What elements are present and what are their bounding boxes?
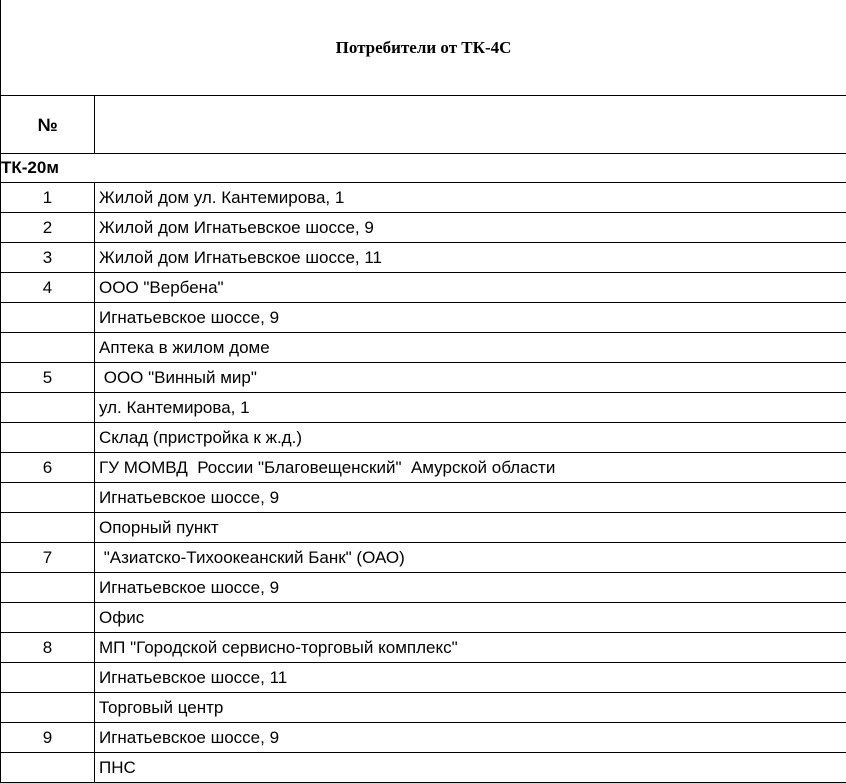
row-number-cell[interactable]: 4 [1, 273, 95, 303]
consumer-name-cell[interactable]: ООО "Винный мир" [95, 363, 846, 393]
consumer-name-cell[interactable]: Опорный пункт [95, 513, 846, 543]
table-row [1, 483, 846, 513]
row-number-cell[interactable] [1, 393, 95, 423]
consumer-name-cell[interactable]: "Азиатско-Тихоокеанский Банк" (ОАО) [95, 543, 846, 573]
table-row [1, 333, 846, 363]
row-number-cell[interactable]: 5 [1, 363, 95, 393]
table-row [1, 393, 846, 423]
column-header-number[interactable]: № [1, 96, 95, 154]
table-row [1, 753, 846, 783]
table-row [1, 513, 846, 543]
document-title[interactable]: Потребители от ТК-4С [1, 0, 846, 96]
row-number-cell[interactable] [1, 333, 95, 363]
consumer-name-cell[interactable]: ул. Кантемирова, 1 [95, 393, 846, 423]
consumer-name-cell[interactable]: Игнатьевское шоссе, 9 [95, 573, 846, 603]
table-row [1, 693, 846, 723]
consumer-name-cell[interactable]: Игнатьевское шоссе, 11 [95, 663, 846, 693]
table-row [1, 363, 846, 393]
consumer-name-cell[interactable]: Жилой дом ул. Кантемирова, 1 [95, 183, 846, 213]
consumer-name-cell[interactable]: Аптека в жилом доме [95, 333, 846, 363]
column-header-name[interactable] [95, 96, 846, 154]
row-number-cell[interactable]: 7 [1, 543, 95, 573]
consumer-name-cell[interactable]: Офис [95, 603, 846, 633]
row-number-cell[interactable]: 1 [1, 183, 95, 213]
row-number-cell[interactable] [1, 693, 95, 723]
table-row [1, 723, 846, 753]
consumer-name-cell[interactable]: ГУ МОМВД России "Благовещенский" Амурской области [95, 453, 846, 483]
consumer-name-cell[interactable]: ПНС [95, 753, 846, 783]
row-number-cell[interactable]: 2 [1, 213, 95, 243]
consumer-name-cell[interactable]: Игнатьевское шоссе, 9 [95, 723, 846, 753]
row-number-cell[interactable] [1, 513, 95, 543]
table-row [1, 603, 846, 633]
table-row [1, 453, 846, 483]
table-row [1, 303, 846, 333]
consumer-name-cell[interactable]: МП "Городской сервисно-торговый комплекс" [95, 633, 846, 663]
table-row [1, 423, 846, 453]
row-number-cell[interactable]: 9 [1, 723, 95, 753]
title-row [1, 0, 846, 96]
row-number-cell[interactable] [1, 573, 95, 603]
table-row [1, 573, 846, 603]
table-row [1, 273, 846, 303]
consumer-name-cell[interactable]: ООО "Вербена" [95, 273, 846, 303]
consumer-name-cell[interactable]: Торговый центр [95, 693, 846, 723]
table-row [1, 543, 846, 573]
consumer-name-cell[interactable]: Жилой дом Игнатьевское шоссе, 9 [95, 213, 846, 243]
consumer-name-cell[interactable]: Жилой дом Игнатьевское шоссе, 11 [95, 243, 846, 273]
table-row [1, 633, 846, 663]
table-row [1, 243, 846, 273]
row-number-cell[interactable]: 8 [1, 633, 95, 663]
consumer-name-cell[interactable]: Игнатьевское шоссе, 9 [95, 303, 846, 333]
row-number-cell[interactable] [1, 423, 95, 453]
table-row [1, 213, 846, 243]
group-row [1, 154, 846, 183]
table-row [1, 183, 846, 213]
row-number-cell[interactable] [1, 753, 95, 783]
table-row [1, 663, 846, 693]
row-number-cell[interactable] [1, 483, 95, 513]
consumer-name-cell[interactable]: Игнатьевское шоссе, 9 [95, 483, 846, 513]
row-number-cell[interactable] [1, 663, 95, 693]
consumer-name-cell[interactable]: Склад (пристройка к ж.д.) [95, 423, 846, 453]
row-number-cell[interactable]: 6 [1, 453, 95, 483]
row-number-cell[interactable] [1, 603, 95, 633]
header-row [1, 96, 846, 154]
row-number-cell[interactable] [1, 303, 95, 333]
row-number-cell[interactable]: 3 [1, 243, 95, 273]
group-label[interactable]: ТК-20м [1, 154, 846, 183]
